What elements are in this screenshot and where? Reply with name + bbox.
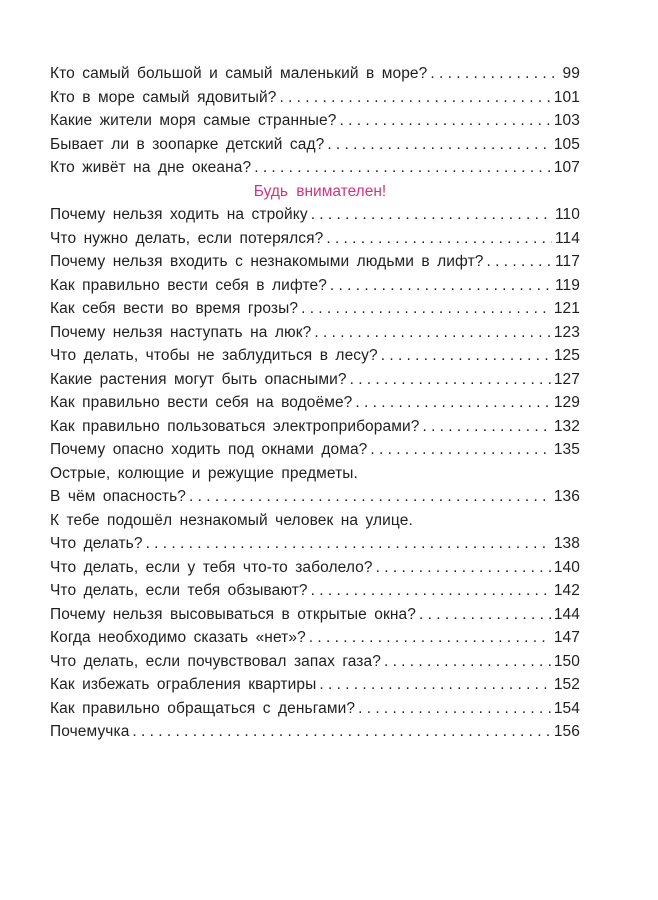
toc-leader-dots	[254, 156, 551, 180]
toc-page-number: 129	[553, 394, 580, 411]
toc-entry	[50, 673, 580, 697]
toc-entry	[50, 650, 580, 674]
toc-entry-title: Что делать, чтобы не заблудиться в лесу?	[50, 347, 378, 364]
toc-leader-dots	[419, 603, 551, 627]
toc-leader-dots	[350, 368, 551, 392]
toc-page-number: 101	[553, 88, 580, 106]
toc-entry-title: Кто в море самый ядовитый?	[50, 88, 277, 106]
toc-leader-dots	[340, 109, 551, 133]
toc-entry-title: Острые, колющие и режущие предметы.	[50, 464, 358, 482]
toc-entry	[50, 697, 580, 721]
toc-leader-dots	[487, 250, 552, 274]
toc-page-number: 138	[553, 535, 580, 552]
toc-page-number: 150	[553, 652, 580, 670]
toc-entry-title: Что делать, если почувствовал запах газа?	[50, 652, 381, 670]
toc-entry	[50, 156, 580, 180]
toc-entry	[50, 485, 580, 509]
toc-entry-title: Почему нельзя ходить на стройку	[50, 206, 308, 223]
toc-entry	[50, 391, 580, 415]
toc-entry	[50, 415, 580, 439]
toc-entry-title: Почемучка	[50, 723, 130, 740]
toc-entry	[50, 626, 580, 650]
toc-entry	[50, 438, 580, 462]
toc-page-number: 144	[553, 605, 580, 623]
toc-entry-title: Как себя вести во время грозы?	[50, 300, 299, 317]
toc-leader-dots	[355, 391, 550, 415]
toc-entry	[50, 532, 580, 556]
toc-entry-title: Бывает ли в зоопарке детский сад?	[50, 135, 325, 153]
toc-entry-title: Кто живёт на дне океана?	[50, 159, 252, 176]
toc-entry	[50, 297, 580, 321]
toc-leader-dots	[330, 274, 552, 298]
toc-entry-title: Почему нельзя наступать на люк?	[50, 323, 312, 341]
toc-page-number: 119	[554, 276, 580, 294]
toc-page-number: 140	[553, 558, 580, 576]
toc-leader-dots	[132, 720, 550, 744]
toc-leader-dots	[381, 344, 551, 368]
toc-entry	[50, 462, 580, 486]
toc-leader-dots	[430, 62, 559, 86]
toc-page-number: 114	[554, 229, 580, 247]
toc-entry-title: Как правильно вести себя на водоёме?	[50, 394, 353, 411]
toc-page-number: 125	[553, 347, 580, 364]
toc-page-number: 107	[553, 159, 580, 176]
toc-entry	[50, 556, 580, 580]
toc-leader-dots	[311, 203, 552, 227]
toc-entry-title: Как правильно пользоваться электроприборами?	[50, 417, 420, 435]
toc-entry	[50, 227, 580, 251]
toc-leader-dots	[327, 133, 551, 157]
toc-entry-title: Как избежать ограбления квартиры	[50, 676, 317, 693]
toc-leader-dots	[309, 626, 551, 650]
toc-entry-title: Как правильно вести себя в лифте?	[50, 276, 327, 294]
toc-entry-title: Как правильно обращаться с деньгами?	[50, 699, 356, 717]
toc-page-number: 99	[562, 65, 580, 82]
toc-entry	[50, 133, 580, 157]
section-heading: Будь внимателен!	[253, 182, 387, 200]
toc-entry-title: Почему нельзя входить с незнакомыми людьми в лифт?	[50, 253, 484, 270]
toc-entry	[50, 250, 580, 274]
toc-list-top	[50, 62, 580, 180]
toc-entry	[50, 368, 580, 392]
toc-page-number: 127	[553, 370, 580, 388]
toc-leader-dots	[370, 438, 550, 462]
toc-entry	[50, 720, 580, 744]
toc-page-number: 121	[553, 300, 580, 317]
toc-entry-title: Что нужно делать, если потерялся?	[50, 229, 324, 247]
toc-entry	[50, 274, 580, 298]
toc-page-number: 110	[554, 206, 580, 223]
toc-entry	[50, 86, 580, 110]
toc-entry-title: К тебе подошёл незнакомый человек на улице.	[50, 511, 413, 529]
toc-entry-title: Что делать, если у тебя что-то заболело?	[50, 558, 373, 576]
toc-entry	[50, 203, 580, 227]
toc-page-number: 154	[553, 699, 580, 717]
toc-leader-dots	[358, 697, 551, 721]
toc-page-number: 105	[553, 135, 580, 153]
toc-leader-dots	[384, 650, 551, 674]
toc-page-number: 142	[553, 582, 580, 599]
toc-page-number: 152	[553, 676, 580, 693]
toc-leader-dots	[146, 532, 551, 556]
toc-leader-dots	[279, 86, 550, 110]
toc-entry	[50, 109, 580, 133]
toc-entry	[50, 603, 580, 627]
toc-leader-dots	[422, 415, 550, 439]
toc-entry-title: Что делать, если тебя обзывают?	[50, 582, 308, 599]
toc-leader-dots	[314, 321, 550, 345]
toc-leader-dots	[301, 297, 551, 321]
toc-entry	[50, 62, 580, 86]
toc-page-number: 147	[553, 629, 580, 646]
toc-page-number: 103	[553, 112, 580, 129]
toc-page-number: 135	[553, 441, 580, 458]
toc-entry-title: Какие растения могут быть опасными?	[50, 370, 347, 388]
toc-page-number: 156	[553, 723, 580, 740]
toc-entry	[50, 321, 580, 345]
toc-leader-dots	[376, 556, 551, 580]
toc-page-number: 136	[553, 488, 580, 505]
toc-entry-title: Почему нельзя высовываться в открытые окна?	[50, 605, 416, 623]
toc-leader-dots	[311, 579, 551, 603]
toc-entry	[50, 579, 580, 603]
toc-entry-title: Когда необходимо сказать «нет»?	[50, 629, 306, 646]
toc-page-number: 117	[554, 253, 580, 270]
table-of-contents	[50, 62, 580, 744]
toc-leader-dots	[189, 485, 551, 509]
toc-entry-title: Кто самый большой и самый маленький в море?	[50, 65, 428, 82]
toc-entry-title: Почему опасно ходить под окнами дома?	[50, 441, 368, 458]
toc-entry	[50, 509, 580, 533]
toc-page-number: 123	[553, 323, 580, 341]
toc-leader-dots	[326, 227, 552, 251]
toc-entry	[50, 344, 580, 368]
toc-page-number: 132	[553, 417, 580, 435]
toc-entry-title: Что делать?	[50, 535, 143, 552]
toc-leader-dots	[319, 673, 550, 697]
toc-entry-title: Какие жители моря самые странные?	[50, 112, 337, 129]
toc-list-bottom	[50, 203, 580, 744]
toc-entry-title: В чём опасность?	[50, 488, 187, 505]
